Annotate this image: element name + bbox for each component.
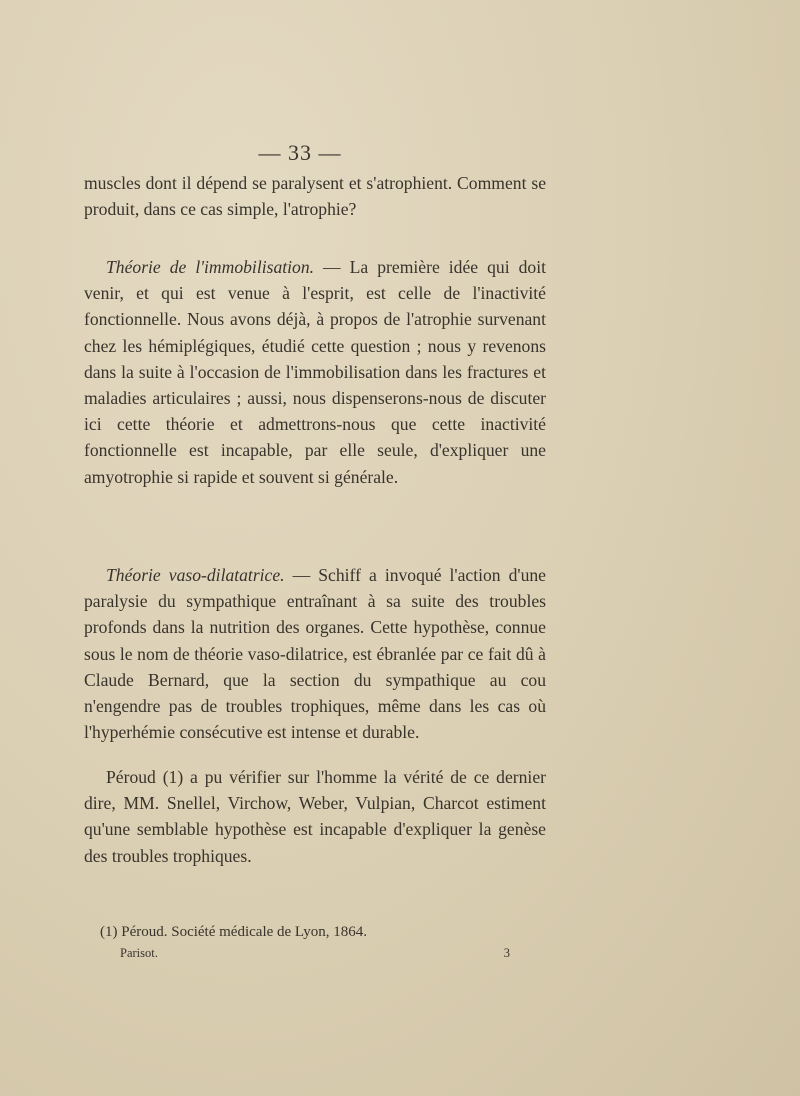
- paragraph-intro: [84, 170, 546, 222]
- page-number: — 33 —: [258, 140, 342, 165]
- section-immobilisation: [84, 254, 546, 490]
- section-immobilisation-paragraph: [84, 254, 546, 490]
- footnote: (1) Péroud. Société médicale de Lyon, 1864.: [100, 924, 368, 940]
- footer-signature: Parisot.: [120, 946, 158, 960]
- paragraph-intro-text: muscles dont il dépend se paralysent et s'atrophient. Comment se produit, dans ce cas simple, l'atrophie?: [84, 173, 546, 220]
- page-footer: [120, 946, 510, 961]
- section-immobilisation-heading: Théorie de l'immobilisation.: [106, 257, 315, 277]
- footer-sheet-number: 3: [503, 946, 510, 960]
- section-vaso-dilatatrice-paragraph: [84, 562, 546, 745]
- section-vaso-dilatatrice-text: — Schiff a invoqué l'action d'une paralysie du sympathique entraînant à sa suite des troubles profonds dans la nutrition des organes. Cette hypothèse, connue sous le nom de théorie vaso-dilatrice, est ébranlée par ce fait dû à Claude Bernard, que la section du sympathique au cou n'engendre pas de troubles trophiques, même dans les cas où l'hyperhémie consécutive est intense et durable.: [84, 565, 546, 743]
- section-vaso-dilatatrice-heading: Théorie vaso-dilatatrice.: [106, 565, 285, 585]
- section-vaso-dilatatrice: [84, 562, 546, 745]
- paragraph-peroud: [84, 764, 546, 869]
- section-immobilisation-text: — La première idée qui doit venir, et qui est venue à l'esprit, est celle de l'inactivité fonctionnelle. Nous avons déjà, à propos de l'atrophie survenant chez les hémiplégiques, étudié cette question ; nous y revenons dans la suite à l'occasion de l'immobilisation dans les fractures et maladies articulaires ; aussi, nous dispenserons-nous de discuter ici cette théorie et admettrons-nous que cette inactivité fonctionnelle est incapable, par elle seule, d'expliquer une amyotrophie si rapide et souvent si générale.: [84, 257, 546, 487]
- paragraph-peroud-text: Péroud (1) a pu vérifier sur l'homme la vérité de ce dernier dire, MM. Snellel, Virchow, Weber, Vulpian, Charcot estiment qu'une semblable hypothèse est incapable d'expliquer la genèse des troubles trophiques.: [84, 767, 546, 866]
